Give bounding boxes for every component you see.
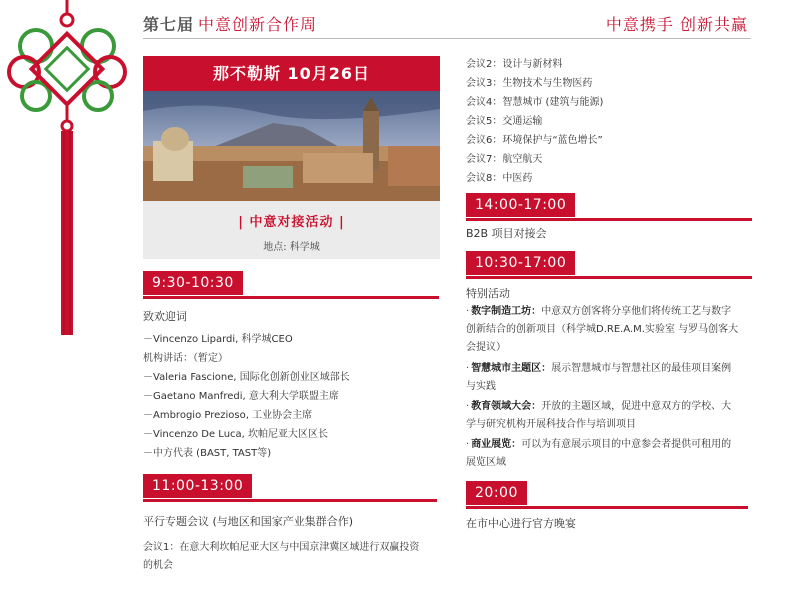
meeting-item-cont: 的机会 bbox=[143, 560, 173, 571]
meeting-item: 会议7：航空航天 bbox=[466, 154, 543, 165]
time-block-1100 bbox=[143, 474, 437, 502]
event-banner bbox=[143, 56, 440, 259]
time-block-0930 bbox=[143, 271, 439, 299]
time-label: 9:30-10:30 bbox=[143, 271, 243, 295]
event-name: 中意创新合作周 bbox=[198, 15, 318, 34]
time-label: 14:00-17:00 bbox=[466, 193, 575, 217]
item-heading: 商业展览： bbox=[471, 439, 522, 450]
banner-location: 地点: 科学城 bbox=[263, 242, 320, 253]
item-text: 会提议） bbox=[466, 342, 506, 353]
banner-title: 那不勒斯 10月26日 bbox=[143, 56, 440, 91]
time-label: 10:30-17:00 bbox=[466, 251, 575, 275]
speaker-line: －Valeria Fascione, 国际化创新创业区域部长 bbox=[143, 372, 350, 383]
item-heading: 教育领域大会： bbox=[471, 401, 542, 412]
time-underline bbox=[466, 276, 752, 279]
time-block-1400 bbox=[466, 193, 752, 221]
time-underline bbox=[466, 506, 748, 509]
time-underline bbox=[143, 296, 439, 299]
item-text: 与实践 bbox=[466, 381, 496, 392]
parallel-sessions-title: 平行专题会议 (与地区和国家产业集群合作) bbox=[143, 515, 354, 528]
meeting-item: 会议4：智慧城市 (建筑与能源) bbox=[466, 97, 604, 108]
banner-subtitle: | 中意对接活动 | bbox=[238, 215, 345, 230]
item-text: 开放的主题区域，促进中意双方的学校、大 bbox=[541, 401, 732, 412]
meeting-item: 会议5：交通运输 bbox=[466, 116, 543, 127]
item-heading: 智慧城市主题区： bbox=[471, 363, 552, 374]
gala-dinner-title: 在市中心进行官方晚宴 bbox=[466, 517, 576, 530]
time-block-2000 bbox=[466, 481, 748, 509]
welcome-heading: 致欢迎词 bbox=[143, 310, 187, 323]
chinese-knot-icon bbox=[0, 0, 140, 340]
item-text: 中意双方创客将分享他们将传统工艺与数字 bbox=[541, 306, 732, 317]
time-block-1030 bbox=[466, 251, 752, 279]
item-text: 创新结合的创新项目（科学城D.RE.A.M.实验室 与罗马创客大 bbox=[466, 324, 739, 335]
speaker-line: －中方代表 (BAST, TAST等) bbox=[143, 448, 272, 459]
slogan: 中意携手 创新共赢 bbox=[605, 15, 748, 34]
speaker-line: －Gaetano Manfredi, 意大利大学联盟主席 bbox=[143, 391, 339, 402]
speaker-line: －Ambrogio Prezioso, 工业协会主席 bbox=[143, 410, 313, 421]
item-text: 展览区域 bbox=[466, 457, 506, 468]
meeting-item: 会议3：生物技术与生物医药 bbox=[466, 78, 593, 89]
naples-city-photo bbox=[143, 91, 440, 201]
institutional-speech-heading: 机构讲话：（暂定） bbox=[143, 353, 228, 364]
item-text: 展示智慧城市与智慧社区的最佳项目案例 bbox=[551, 363, 732, 374]
item-text: 可以为有意展示项目的中意参会者提供可租用的 bbox=[521, 439, 732, 450]
time-underline bbox=[466, 218, 752, 221]
special-event-item: · 教育领域大会：开放的主题区域，促进中意双方的学校、大 学与研究机构开展科技合作与培训项目 bbox=[466, 401, 732, 430]
b2b-title: B2B 项目对接会 bbox=[466, 227, 547, 240]
item-text: 学与研究机构开展科技合作与培训项目 bbox=[466, 419, 636, 430]
meeting-item: 会议8：中医药 bbox=[466, 173, 533, 184]
speaker-line: －Vincenzo De Luca, 坎帕尼亚大区区长 bbox=[143, 429, 329, 440]
time-label: 11:00-13:00 bbox=[143, 474, 252, 498]
edition-label: 第七届 bbox=[143, 15, 195, 34]
special-event-item: · 数字制造工坊：中意双方创客将分享他们将传统工艺与数字 创新结合的创新项目（科学城D.RE.A.M.实验室 与罗马创客大 会提议） bbox=[466, 306, 739, 353]
time-label: 20:00 bbox=[466, 481, 527, 505]
header-divider bbox=[143, 38, 751, 39]
meeting-item: 会议1：在意大利坎帕尼亚大区与中国京津冀区域进行双赢投资 bbox=[143, 542, 420, 553]
time-underline bbox=[143, 499, 437, 502]
page-title bbox=[143, 12, 317, 35]
special-event-item: · 智慧城市主题区：展示智慧城市与智慧社区的最佳项目案例 与实践 bbox=[466, 363, 732, 392]
speaker-line: －Vincenzo Lipardi, 科学城CEO bbox=[143, 334, 293, 345]
item-heading: 数字制造工坊： bbox=[471, 306, 542, 317]
meeting-item: 会议6：环境保护与“蓝色增长” bbox=[466, 135, 603, 146]
meeting-item: 会议2：设计与新材料 bbox=[466, 59, 563, 70]
special-event-item: · 商业展览：可以为有意展示项目的中意参会者提供可租用的 展览区域 bbox=[466, 439, 732, 468]
special-events-title: 特别活动 bbox=[466, 287, 510, 300]
